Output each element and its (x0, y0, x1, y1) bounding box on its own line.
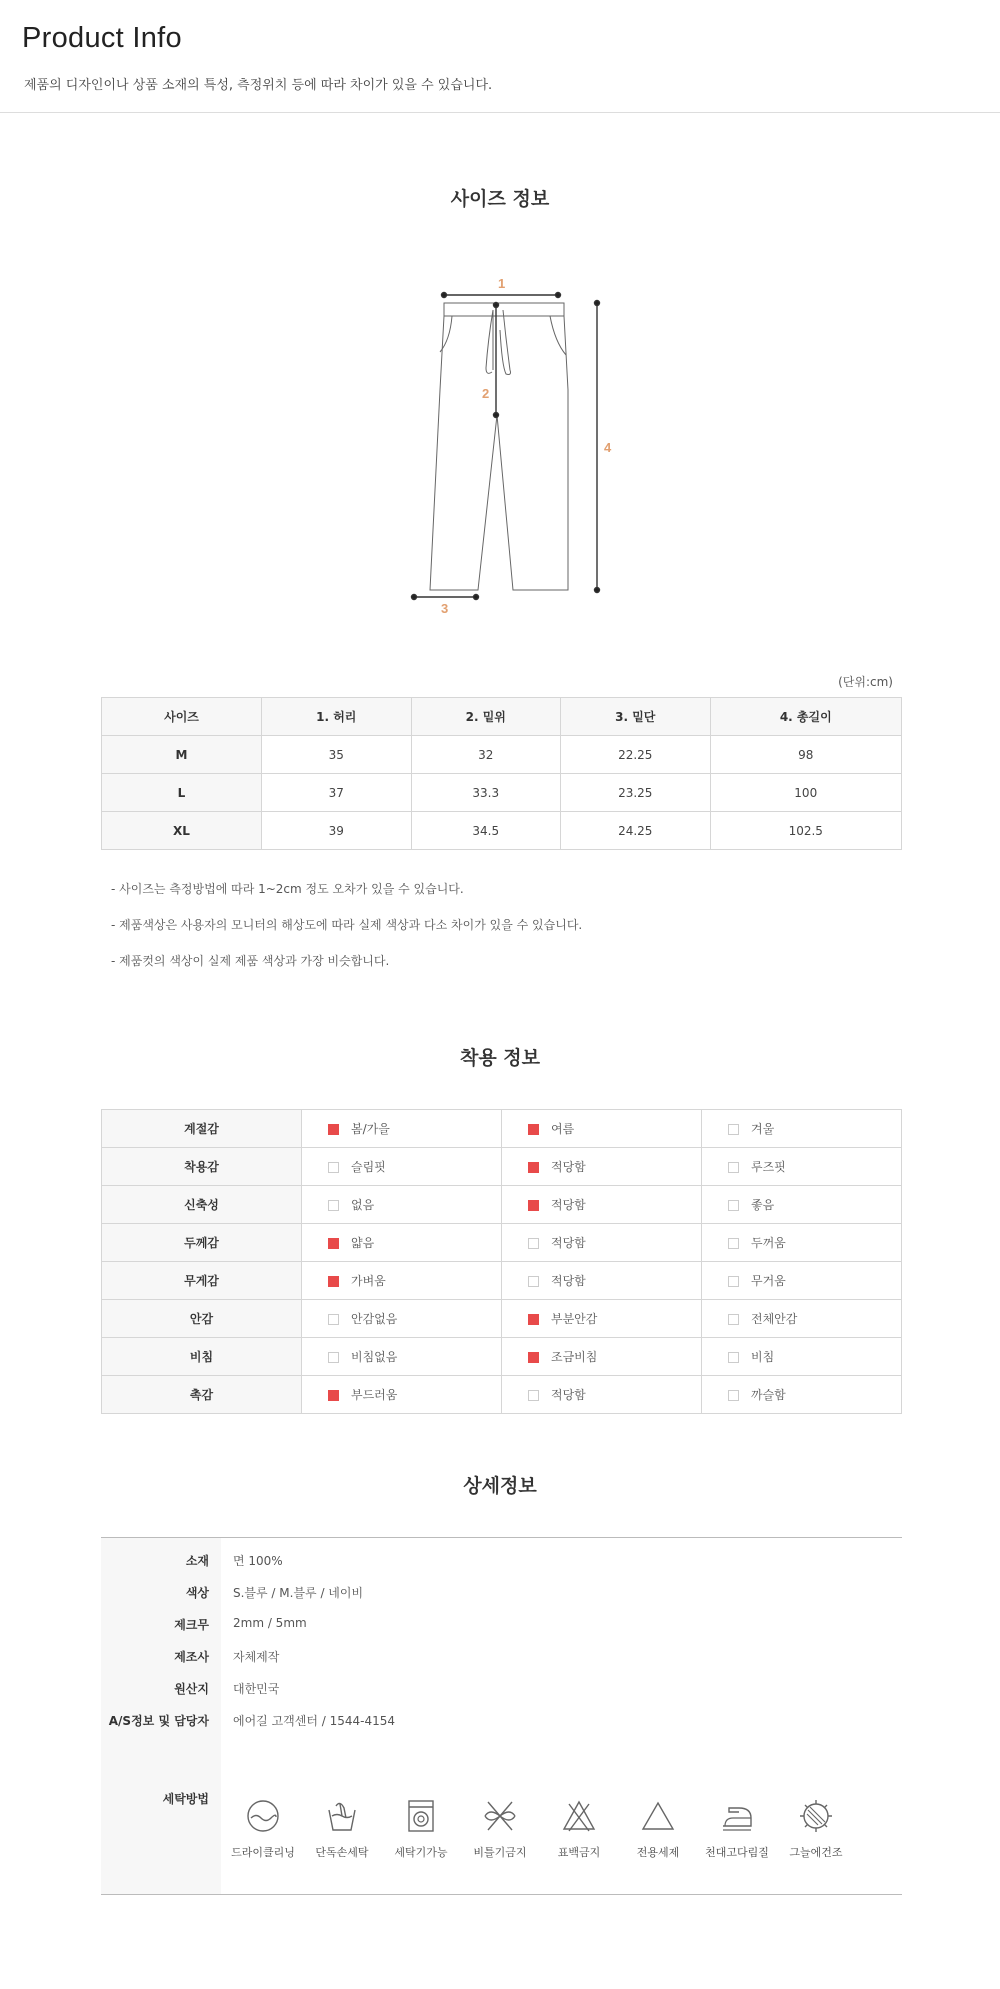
detail-value: 2mm / 5mm (233, 1616, 307, 1630)
table-row (102, 736, 902, 774)
fit-option (302, 1186, 502, 1224)
fit-option (302, 1338, 502, 1376)
fit-option (502, 1300, 702, 1338)
fit-option-label: 얇음 (351, 1236, 375, 1250)
fit-option-label: 무거움 (751, 1274, 786, 1288)
fit-option-label: 슬림핏 (351, 1160, 386, 1174)
unchecked-box-icon (728, 1314, 739, 1325)
no-wring-icon (480, 1796, 520, 1836)
fit-option (702, 1300, 902, 1338)
fit-section-title: 착용 정보 (459, 1047, 541, 1069)
checked-box-icon (528, 1314, 539, 1325)
shade-dry-icon (796, 1796, 836, 1836)
fit-row-label: 촉감 (102, 1376, 302, 1414)
washing-machine-icon (401, 1796, 441, 1836)
fit-option-label: 여름 (551, 1122, 575, 1136)
checked-box-icon (328, 1276, 339, 1287)
fit-row-label: 착용감 (102, 1148, 302, 1186)
size-cell: 32 (411, 736, 561, 774)
wash-label: 세탁방법 (162, 1792, 209, 1806)
fit-option-label: 부드러움 (351, 1388, 398, 1402)
table-row (102, 774, 902, 812)
page-title: Product Info (22, 22, 182, 54)
checked-box-icon (528, 1352, 539, 1363)
wash-item-label: 비틀기금지 (473, 1846, 527, 1859)
size-cell: 98 (710, 736, 902, 774)
fit-option (702, 1224, 902, 1262)
fit-option-label: 비침없음 (351, 1350, 398, 1364)
detail-label: 제조사 (174, 1650, 209, 1664)
fit-option-label: 없음 (351, 1198, 375, 1212)
fit-option (502, 1186, 702, 1224)
table-row (102, 1376, 902, 1414)
wash-item (223, 1796, 303, 1860)
detail-label: 색상 (185, 1586, 209, 1600)
wash-item-label: 표백금지 (557, 1846, 601, 1859)
detail-label: 제크무 (174, 1618, 209, 1632)
fit-option-label: 적당함 (551, 1388, 586, 1402)
size-note: - 제품컷의 색상이 실제 제품 색상과 가장 비슷합니다. (111, 954, 390, 968)
unchecked-box-icon (328, 1200, 339, 1211)
checked-box-icon (328, 1124, 339, 1135)
pants-measurement-diagram (400, 270, 640, 630)
fit-option-label: 비침 (751, 1350, 775, 1364)
fit-option (502, 1262, 702, 1300)
size-label: M (102, 736, 262, 774)
wash-item-label: 드라이클리닝 (231, 1846, 295, 1859)
size-cell: 34.5 (411, 812, 561, 850)
table-row (102, 1224, 902, 1262)
wash-item (381, 1796, 461, 1860)
size-header-cell: 사이즈 (102, 698, 262, 736)
wash-icons (233, 1796, 893, 1876)
size-header-cell: 2. 밑위 (411, 698, 561, 736)
checked-box-icon (528, 1124, 539, 1135)
dry-clean-icon (243, 1796, 283, 1836)
size-header-cell: 3. 밑단 (561, 698, 711, 736)
fit-option (502, 1148, 702, 1186)
fit-row-label: 비침 (102, 1338, 302, 1376)
size-label: L (102, 774, 262, 812)
fit-option (302, 1376, 502, 1414)
wash-item (697, 1796, 777, 1860)
fit-option-label: 조금비침 (551, 1350, 598, 1364)
detail-label: 원산지 (174, 1682, 209, 1696)
size-section-title: 사이즈 정보 (450, 188, 550, 210)
fit-option (302, 1110, 502, 1148)
unchecked-box-icon (528, 1276, 539, 1287)
diagram-label-1: 1 (498, 276, 506, 291)
fit-option-label: 안감없음 (351, 1312, 398, 1326)
wash-item-label: 단독손세탁 (315, 1846, 369, 1859)
size-cell: 35 (262, 736, 412, 774)
fit-row-label: 무게감 (102, 1262, 302, 1300)
detail-section-title: 상세정보 (463, 1475, 537, 1497)
checked-box-icon (328, 1390, 339, 1401)
fit-option-label: 적당함 (551, 1236, 586, 1250)
fit-row-label: 신축성 (102, 1186, 302, 1224)
size-header-cell: 1. 허리 (262, 698, 412, 736)
size-notes (111, 880, 811, 988)
unchecked-box-icon (728, 1124, 739, 1135)
table-row (102, 1300, 902, 1338)
fit-option-label: 좋음 (751, 1198, 775, 1212)
unit-note: (단위:cm) (838, 675, 893, 689)
wash-item (618, 1796, 698, 1860)
diagram-label-4: 4 (604, 440, 612, 455)
size-table-header (102, 698, 902, 736)
fit-option-label: 적당함 (551, 1198, 586, 1212)
fit-row-label: 두께감 (102, 1224, 302, 1262)
unchecked-box-icon (328, 1162, 339, 1173)
unchecked-box-icon (728, 1276, 739, 1287)
table-row (102, 812, 902, 850)
fit-option (702, 1110, 902, 1148)
fit-option-label: 까슬함 (751, 1388, 786, 1402)
detail-row (101, 1700, 902, 1740)
fit-option (702, 1376, 902, 1414)
page-subtitle: 제품의 디자인이나 상품 소재의 특성, 측정위치 등에 따라 차이가 있을 수 있습니다. (24, 78, 493, 93)
unchecked-box-icon (728, 1162, 739, 1173)
fit-option-label: 봄/가을 (351, 1122, 390, 1136)
table-row (102, 1262, 902, 1300)
hand-wash-icon (322, 1796, 362, 1836)
fit-option-label: 가벼움 (351, 1274, 386, 1288)
detail-value: 자체제작 (233, 1650, 280, 1664)
unchecked-box-icon (528, 1238, 539, 1249)
checked-box-icon (528, 1200, 539, 1211)
wash-item (776, 1796, 856, 1860)
neutral-detergent-icon (638, 1796, 678, 1836)
checked-box-icon (328, 1238, 339, 1249)
wash-item-label: 천대고다림질 (705, 1846, 769, 1859)
detail-value: 대한민국 (233, 1682, 280, 1696)
table-row (102, 1338, 902, 1376)
detail-label: 소재 (185, 1554, 209, 1568)
checked-box-icon (528, 1162, 539, 1173)
unchecked-box-icon (528, 1390, 539, 1401)
size-label: XL (102, 812, 262, 850)
size-cell: 22.25 (561, 736, 711, 774)
unchecked-box-icon (728, 1238, 739, 1249)
size-table (101, 697, 902, 850)
size-cell: 39 (262, 812, 412, 850)
table-row (102, 1110, 902, 1148)
size-note: - 사이즈는 측정방법에 따라 1~2cm 정도 오차가 있을 수 있습니다. (111, 882, 464, 896)
detail-value: 면 100% (233, 1554, 283, 1568)
fit-option (302, 1224, 502, 1262)
size-cell: 23.25 (561, 774, 711, 812)
diagram-label-3: 3 (441, 601, 449, 616)
size-cell: 102.5 (710, 812, 902, 850)
unchecked-box-icon (728, 1390, 739, 1401)
fit-option (502, 1338, 702, 1376)
unchecked-box-icon (328, 1314, 339, 1325)
detail-value: 에어길 고객센터 / 1544-4154 (233, 1714, 396, 1728)
wash-item-label: 전용세제 (636, 1846, 680, 1859)
size-note: - 제품색상은 사용자의 모니터의 해상도에 따라 실제 색상과 다소 차이가 있을 수 있습니다. (111, 918, 583, 932)
wash-item (539, 1796, 619, 1860)
fit-option-label: 겨울 (751, 1122, 775, 1136)
no-bleach-icon (559, 1796, 599, 1836)
fit-option (302, 1262, 502, 1300)
unchecked-box-icon (728, 1200, 739, 1211)
fit-option (702, 1186, 902, 1224)
fit-option-label: 루즈핏 (751, 1160, 786, 1174)
table-row (102, 1186, 902, 1224)
iron-icon (717, 1796, 757, 1836)
detail-label: A/S정보 및 담당자 (108, 1714, 209, 1728)
detail-value: S.블루 / M.블루 / 네이비 (233, 1586, 364, 1600)
size-cell: 24.25 (561, 812, 711, 850)
fit-option (302, 1148, 502, 1186)
fit-option-label: 적당함 (551, 1160, 586, 1174)
size-header-cell: 4. 총길이 (710, 698, 902, 736)
fit-option (702, 1148, 902, 1186)
diagram-label-2: 2 (482, 386, 490, 401)
wash-item (302, 1796, 382, 1860)
fit-option (302, 1300, 502, 1338)
size-cell: 37 (262, 774, 412, 812)
size-cell: 100 (710, 774, 902, 812)
size-cell: 33.3 (411, 774, 561, 812)
wash-item-label: 그늘에건조 (789, 1846, 843, 1859)
fit-option (702, 1338, 902, 1376)
fit-option-label: 적당함 (551, 1274, 586, 1288)
unchecked-box-icon (728, 1352, 739, 1363)
fit-row-label: 안감 (102, 1300, 302, 1338)
fit-row-label: 계절감 (102, 1110, 302, 1148)
wash-item (460, 1796, 540, 1860)
fit-option (502, 1376, 702, 1414)
unchecked-box-icon (328, 1352, 339, 1363)
wash-item-label: 세탁기가능 (394, 1846, 448, 1859)
page-header (0, 0, 1000, 113)
fit-option (502, 1110, 702, 1148)
detail-table (101, 1537, 902, 1895)
fit-option (502, 1224, 702, 1262)
fit-option-label: 두꺼움 (751, 1236, 786, 1250)
fit-option-label: 부분안감 (551, 1312, 598, 1326)
table-row (102, 1148, 902, 1186)
fit-table (101, 1109, 902, 1414)
fit-option-label: 전체안감 (751, 1312, 798, 1326)
fit-option (702, 1262, 902, 1300)
